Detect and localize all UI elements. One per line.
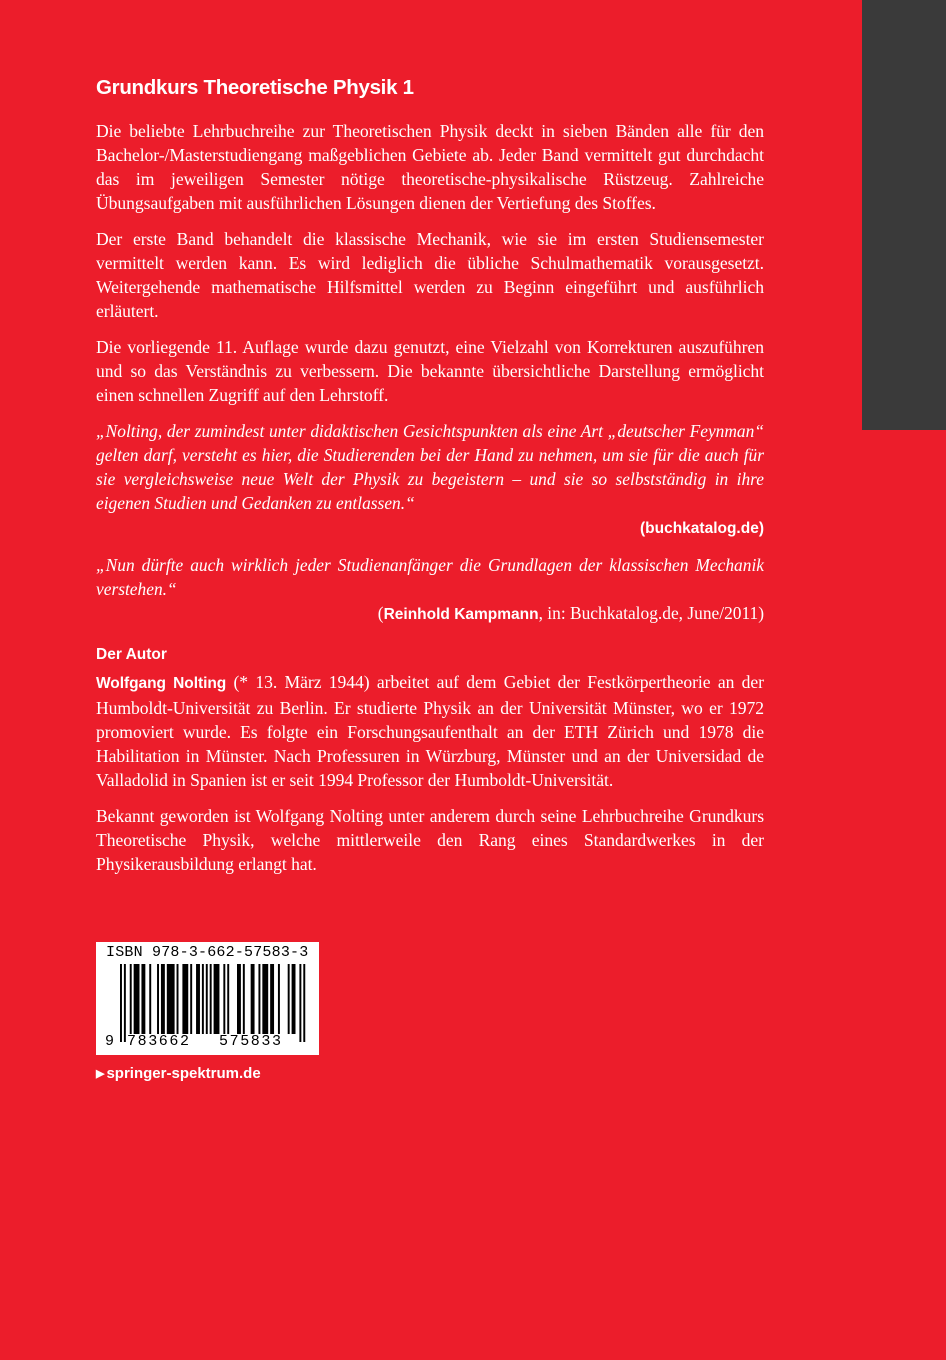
- barcode-bar: [210, 964, 212, 1034]
- barcode-bar: [157, 964, 159, 1034]
- review-source-2-name: Reinhold Kampmann: [383, 606, 539, 623]
- barcode-bar: [196, 964, 200, 1034]
- barcode-bar: [161, 964, 165, 1034]
- publisher-website-text: springer-spektrum.de: [106, 1065, 261, 1082]
- barcode-bar: [206, 964, 208, 1034]
- review-quote-2: „Nun dürfte auch wirklich jeder Studienanfänger die Grundlagen der klassischen Mechanik verstehen.“: [96, 555, 764, 599]
- review-source-2-rest: , in: Buchkatalog.de, June/2011): [538, 603, 764, 623]
- author-heading: Der Autor: [96, 646, 167, 663]
- isbn-label: ISBN 978-3-662-57583-3: [106, 944, 309, 961]
- barcode-bar: [243, 964, 245, 1034]
- review-source-1: [96, 515, 764, 541]
- barcode-first-digit: 9: [105, 1033, 115, 1050]
- review-quote-1: „Nolting, der zumindest unter didaktischen Gesichtspunkten als eine Art „deutscher Feynman“ gelten darf, versteht es hier, die Studierenden bei der Hand zu nehmen, um sie für die auch für sie vergleichsweise neue Welt der Physik zu begeistern – und sie so selbstständig in ihre eigenen Studien und Gedanken zu entlassen.“: [96, 421, 764, 513]
- description-paragraph-3: Die vorliegende 11. Auflage wurde dazu genutzt, eine Vielzahl von Korrekturen auszuführen und so das Verständnis zu verbessern. Die bekannte übersichtliche Darstellung ermöglicht einen schnellen Zugriff auf den Lehrstoff.: [96, 337, 764, 405]
- barcode-digit-group-2: 575833: [219, 1033, 283, 1050]
- description-paragraph-1: Die beliebte Lehrbuchreihe zur Theoretischen Physik deckt in sieben Bänden alle für den Bachelor-/Masterstudiengang maßgeblichen Gebiete ab. Jeder Band vermittelt gut durchdacht das im jeweiligen Semester nötige theoretische-physikalische Rüstzeug. Zahlreiche Übungsaufgaben mit ausführlichen Lösungen dienen der Vertiefung des Stoffes.: [96, 121, 764, 213]
- barcode-bar: [177, 964, 179, 1034]
- barcode-bar: [299, 964, 301, 1042]
- barcode-bar: [202, 964, 204, 1034]
- barcode-bar: [141, 964, 145, 1034]
- barcode-bar: [292, 964, 296, 1034]
- barcode-bar: [288, 964, 290, 1034]
- barcode-bar: [278, 964, 280, 1034]
- review-source-2-open: (: [377, 603, 384, 623]
- review-source-1-text: (buchkatalog.de): [639, 520, 764, 537]
- barcode-digit-group-1: 783662: [127, 1033, 191, 1050]
- barcode-bar: [182, 964, 188, 1034]
- barcode-bar: [262, 964, 268, 1034]
- side-tab: [862, 0, 946, 430]
- publisher-website-link[interactable]: [96, 1065, 261, 1082]
- barcode-bar: [251, 964, 255, 1034]
- author-bio: [96, 670, 764, 792]
- barcode-bar: [149, 964, 151, 1034]
- barcode-bar: [124, 964, 126, 1042]
- description-paragraph-2: Der erste Band behandelt die klassische Mechanik, wie sie im ersten Studiensemester vermittelt werden kann. Es wird lediglich die übliche Schulmathematik vorausgesetzt. Weitergehende mathematische Hilfsmittel werden zu Beginn eingeführt und ausführlich erläutert.: [96, 229, 764, 321]
- barcode-bar: [270, 964, 274, 1034]
- isbn-barcode: [96, 942, 319, 1055]
- author-paragraph-2: Bekannt geworden ist Wolfgang Nolting unter anderem durch seine Lehrbuchreihe Grundkurs Theoretische Physik, welche mittlerweile den Rang eines Standardwerkes in der Physikerausbildung erlangt hat.: [96, 806, 764, 874]
- barcode-bar: [303, 964, 305, 1042]
- barcode-bar: [130, 964, 132, 1034]
- book-title: Grundkurs Theoretische Physik 1: [96, 76, 414, 99]
- author-bio-text: (* 13. März 1944) arbeitet auf dem Gebiet der Festkörpertheorie an der Humboldt-Universität zu Berlin. Er studierte Physik an der Universität Münster, wo er 1972 promoviert wurde. Es folgte ein Forschungsaufenthalt an der ETH Zürich und 1978 die Habilitation in Münster. Nach Professuren in Würzburg, Münster und an der Universidad de Valladolid in Spanien ist er seit 1994 Professor der Humboldt-Universität.: [96, 672, 764, 790]
- review-source-2: [96, 601, 764, 627]
- barcode-bar: [223, 964, 225, 1034]
- barcode-bar: [120, 964, 122, 1042]
- barcode-bar: [167, 964, 175, 1034]
- arrow-right-icon: ▶: [96, 1068, 105, 1080]
- barcode-bar: [214, 964, 220, 1034]
- author-name: Wolfgang Nolting: [96, 675, 227, 692]
- barcode-bar: [227, 964, 229, 1034]
- barcode-bar: [190, 964, 192, 1034]
- barcode-bar: [258, 964, 260, 1034]
- barcode-bar: [237, 964, 241, 1034]
- barcode-bar: [134, 964, 140, 1034]
- back-cover-content: [96, 74, 764, 888]
